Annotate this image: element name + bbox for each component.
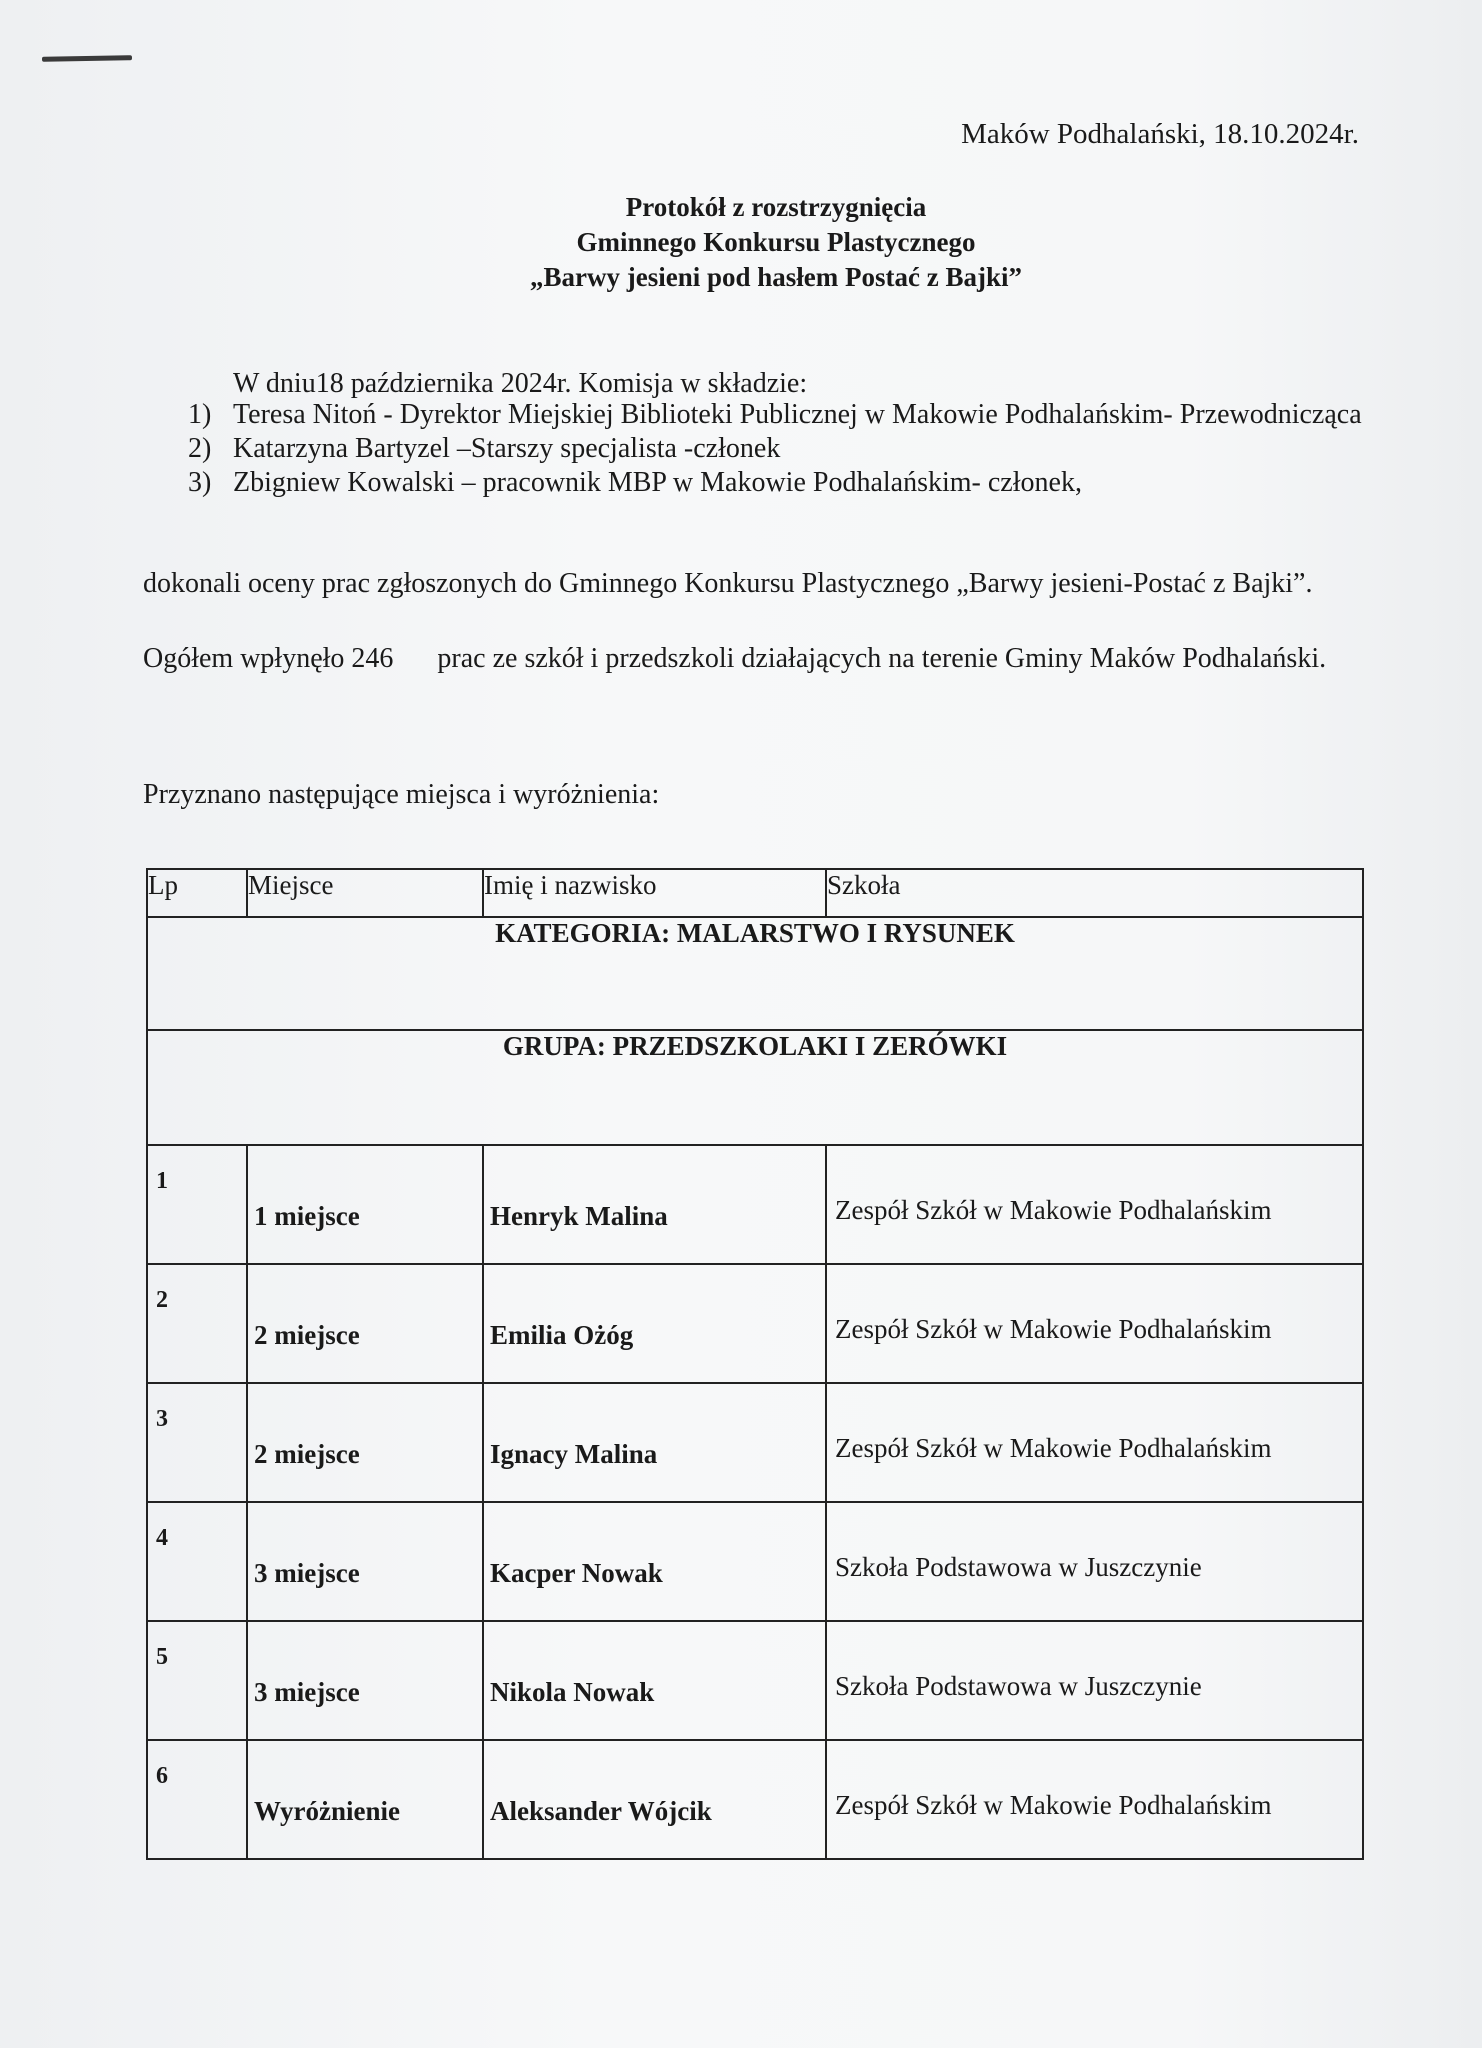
committee-member (188, 398, 1363, 432)
row-school: Zespół Szkół w Makowie Podhalańskim (835, 1314, 1272, 1344)
row-place: 3 miejsce (254, 1558, 360, 1588)
group-label: GRUPA: PRZEDSZKOLAKI I ZERÓWKI (147, 1030, 1363, 1145)
header-name: Imię i nazwisko (483, 869, 826, 917)
submissions-count-text: Ogółem wpłynęło 246 (143, 643, 394, 674)
member-number: 3) (188, 467, 212, 498)
title-line-3: „Barwy jesieni pod hasłem Postać z Bajki” (530, 262, 1022, 292)
row-lp: 3 (156, 1406, 168, 1432)
row-school: Szkoła Podstawowa w Juszczynie (835, 1671, 1202, 1701)
row-name: Aleksander Wójcik (490, 1796, 712, 1826)
submissions-source-text: prac ze szkół i przedszkoli działających na terenie Gminy Maków Podhalański. (437, 643, 1327, 674)
member-number: 1) (188, 399, 212, 430)
member-text: Katarzyna Bartyzel –Starszy specjalista -członek (233, 433, 781, 464)
row-lp: 1 (156, 1168, 168, 1194)
row-place: 3 miejsce (254, 1677, 360, 1707)
member-number: 2) (188, 433, 212, 464)
header-lp: Lp (147, 869, 247, 917)
table-row (147, 1740, 1363, 1859)
member-text: Teresa Nitoń - Dyrektor Miejskiej Biblioteki Publicznej w Makowie Podhalańskim- Przewodnicząca (233, 399, 1362, 430)
row-name: Ignacy Malina (490, 1439, 658, 1469)
header-place: Miejsce (247, 869, 483, 917)
committee-member (188, 432, 1363, 466)
row-school: Zespół Szkół w Makowie Podhalańskim (835, 1433, 1272, 1463)
row-place: 2 miejsce (254, 1439, 360, 1469)
submissions-paragraph (143, 642, 1363, 676)
row-lp: 4 (156, 1525, 168, 1551)
results-table (146, 868, 1364, 1860)
row-place: Wyróżnienie (254, 1796, 400, 1826)
row-name: Kacper Nowak (490, 1558, 663, 1588)
row-school: Zespół Szkół w Makowie Podhalańskim (835, 1195, 1272, 1225)
table-header-row (147, 869, 1363, 917)
header-school: Szkoła (826, 869, 1363, 917)
category-row (147, 917, 1363, 1030)
row-name: Nikola Nowak (490, 1677, 655, 1707)
pen-mark (42, 55, 132, 62)
row-school: Zespół Szkół w Makowie Podhalańskim (835, 1790, 1272, 1820)
table-row (147, 1621, 1363, 1740)
row-school: Szkoła Podstawowa w Juszczynie (835, 1552, 1202, 1582)
row-name: Henryk Malina (490, 1201, 668, 1231)
intro-text: W dniu18 października 2024r. Komisja w składzie: (233, 368, 808, 399)
category-label: KATEGORIA: MALARSTWO I RYSUNEK (147, 917, 1363, 1030)
committee-member (188, 466, 1363, 500)
table-row (147, 1502, 1363, 1621)
row-name: Emilia Ożóg (490, 1320, 634, 1350)
group-row (147, 1030, 1363, 1145)
table-row (147, 1383, 1363, 1502)
table-row (147, 1145, 1363, 1264)
title-line-2: Gminnego Konkursu Plastycznego (576, 227, 976, 257)
row-lp: 2 (156, 1287, 168, 1313)
title-line-1: Protokół z rozstrzygnięcia (625, 192, 927, 222)
member-text: Zbigniew Kowalski – pracownik MBP w Makowie Podhalańskim- członek, (233, 467, 1082, 498)
awards-intro: Przyznano następujące miejsca i wyróżnienia: (143, 779, 660, 810)
table-row (147, 1264, 1363, 1383)
committee-list (188, 398, 1363, 500)
document-title (0, 190, 1482, 295)
evaluation-paragraph: dokonali oceny prac zgłoszonych do Gminnego Konkursu Plastycznego „Barwy jesieni-Postać z Bajki”. (143, 568, 1313, 599)
row-place: 1 miejsce (254, 1201, 360, 1231)
row-lp: 5 (156, 1644, 168, 1670)
row-lp: 6 (156, 1763, 168, 1789)
place-date: Maków Podhalański, 18.10.2024r. (961, 118, 1359, 150)
row-place: 2 miejsce (254, 1320, 360, 1350)
